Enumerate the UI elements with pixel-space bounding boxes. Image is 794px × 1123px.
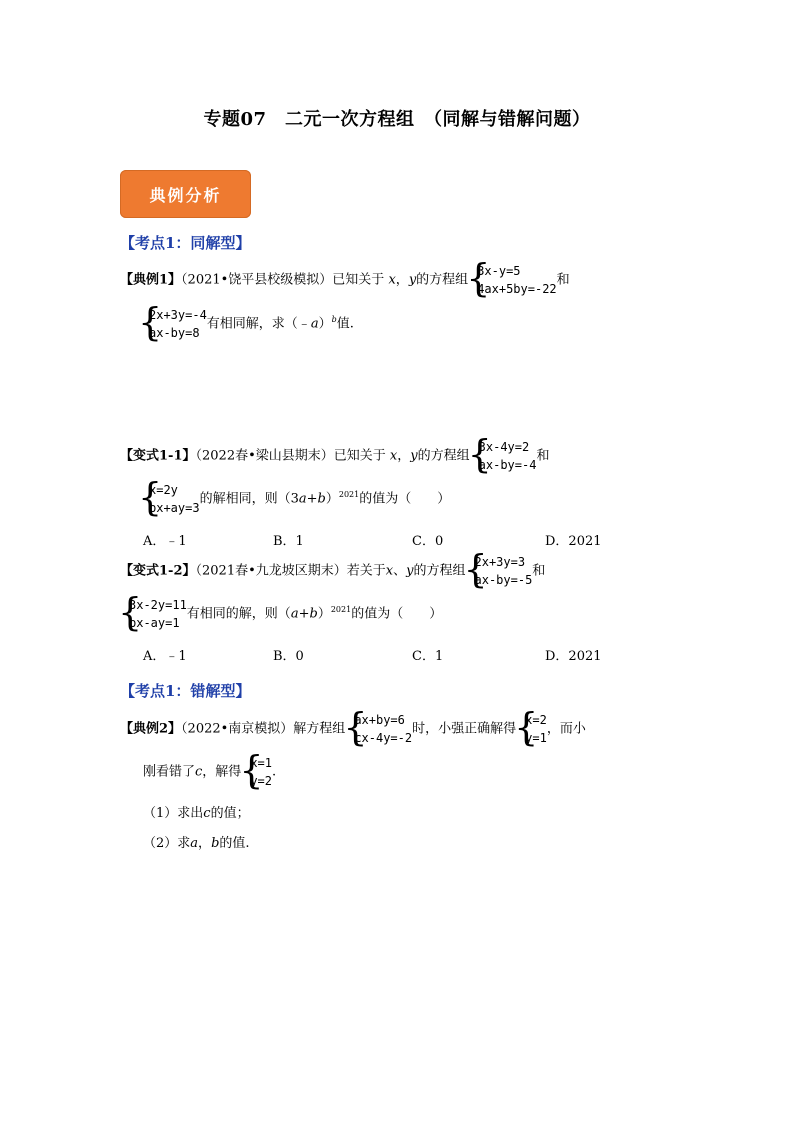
example-2-line-2: 刚看错了c，解得 { x=1 y=2 . xyxy=(143,754,276,790)
example-1-line-2: { 2x+3y=-4 ax-by=8 有相同解，求（﹣a）$^b$值. xyxy=(140,306,354,342)
equation-system: { x=2y bx+ay=3 xyxy=(140,481,200,517)
variant-1-1-line-1: 【变式1-1】（2022春•梁山县期末）已知关于 x，y的方程组 { 3x-4y=2 ax-by=-4 和 xyxy=(120,438,549,474)
example-2-line-1: 【典例2】（2022•南京模拟）解方程组 { ax+by=6 cx-4y=-2 时，小强正确解得 { x=2 y=1 ，而小 xyxy=(120,711,586,747)
variant-1-1-tag: 【变式1-1】 xyxy=(120,448,196,464)
option-d: D．2021 xyxy=(545,534,602,549)
option-c: C．1 xyxy=(412,649,444,664)
option-a: A．﹣1 xyxy=(143,534,187,549)
section-heading-same-solution: 【考点1：同解型】 xyxy=(120,234,251,252)
section-heading-wrong-solution: 【考点1：错解型】 xyxy=(120,682,251,700)
page-title: 专题07 二元一次方程组 （同解与错解问题） xyxy=(203,109,591,130)
variant-1-2-line-2: { 3x-2y=11 bx-ay=1 有相同的解，则$(a+b)^{2021}$的值为（ ） xyxy=(120,596,442,632)
variant-1-1-line-2: { x=2y bx+ay=3 的解相同，则$(3a+b)^{2021}$的值为（ ） xyxy=(140,481,450,517)
equation-system: { 3x-y=5 4ax+5by=-22 xyxy=(468,262,556,298)
example-2-question-1: （1）求出c的值； xyxy=(143,806,250,821)
equation-system: { ax+by=6 cx-4y=-2 xyxy=(345,711,412,747)
equation-system: { 2x+3y=3 ax-by=-5 xyxy=(466,553,533,589)
variant-1-2-tag: 【变式1-2】 xyxy=(120,563,196,579)
equation-system: { 3x-4y=2 ax-by=-4 xyxy=(470,438,537,474)
wrong-solution-system: { x=1 y=2 xyxy=(241,754,272,790)
option-b: B．1 xyxy=(273,534,304,549)
equation-system: { 3x-2y=11 bx-ay=1 xyxy=(120,596,187,632)
example-1-line-1: 【典例1】（2021•饶平县校级模拟）已知关于 x，y的方程组 { 3x-y=5 4ax+5by=-22 和 xyxy=(120,262,570,298)
example-1-tag: 【典例1】 xyxy=(120,272,182,288)
option-a: A．﹣1 xyxy=(143,649,187,664)
variant-1-2-line-1: 【变式1-2】（2021春•九龙坡区期末）若关于x、y的方程组 { 2x+3y=3 ax-by=-5 和 xyxy=(120,553,545,589)
solution-system: { x=2 y=1 xyxy=(516,711,547,747)
option-b: B．0 xyxy=(273,649,304,664)
section-badge: 典例分析 xyxy=(120,170,251,218)
option-c: C．0 xyxy=(412,534,444,549)
example-2-tag: 【典例2】 xyxy=(120,721,182,737)
example-2-question-2: （2）求a，b的值. xyxy=(143,836,250,851)
equation-system: { 2x+3y=-4 ax-by=8 xyxy=(140,306,207,342)
option-d: D．2021 xyxy=(545,649,602,664)
